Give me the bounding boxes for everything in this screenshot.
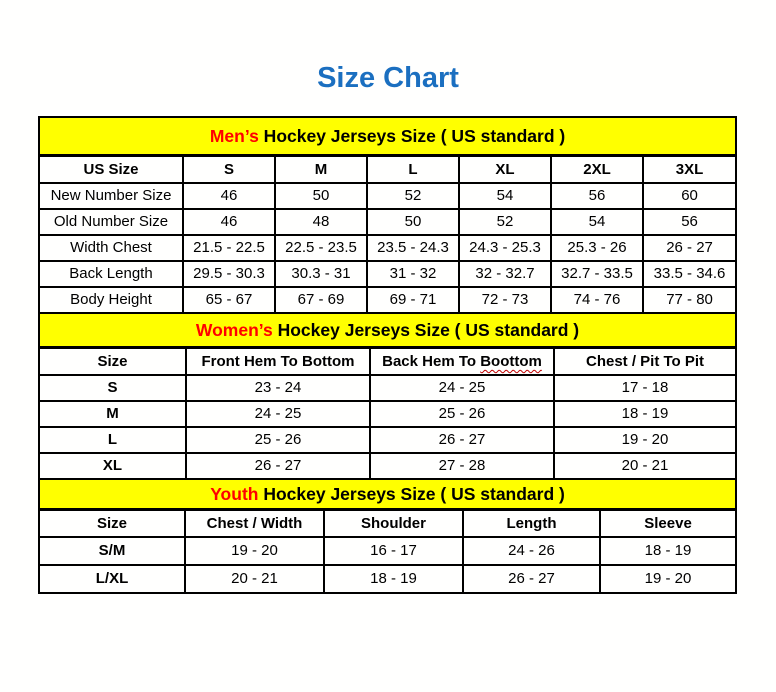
size-value: 25 - 26 [186,427,370,453]
size-value: 20 - 21 [554,453,736,479]
size-value: 24 - 26 [463,537,600,565]
size-value: 18 - 19 [324,565,463,593]
table-row [39,183,736,209]
row-label: XL [39,453,186,479]
size-value: 26 - 27 [370,427,554,453]
row-label: S [39,375,186,401]
column-header: US Size [39,156,183,184]
size-value: 65 - 67 [183,287,275,313]
size-value: 24 - 25 [370,375,554,401]
size-value: 46 [183,183,275,209]
table-row [39,427,736,453]
table-row [39,401,736,427]
womens-banner-highlight: Women’s [195,319,273,340]
table-row [39,537,736,565]
youth-banner [39,479,736,510]
mens-banner-text: Hockey Jerseys Size ( US standard ) [258,125,566,146]
column-header: Length [463,510,600,538]
size-value: 17 - 18 [554,375,736,401]
page-title: Size Chart [317,62,459,94]
size-value: 20 - 21 [185,565,324,593]
size-value: 72 - 73 [459,287,551,313]
size-value: 21.5 - 22.5 [183,235,275,261]
row-label: M [39,401,186,427]
size-value: 33.5 - 34.6 [643,261,736,287]
size-value: 19 - 20 [600,565,736,593]
size-value: 50 [367,209,459,235]
mens-banner-highlight: Men’s [209,125,259,146]
size-value: 25.3 - 26 [551,235,643,261]
column-header-text: Back Hem To [382,352,481,370]
size-value: 18 - 19 [600,537,736,565]
womens-size-table [38,312,737,480]
size-value: 25 - 26 [370,401,554,427]
table-row [39,261,736,287]
size-value: 48 [275,209,367,235]
row-label: L [39,427,186,453]
row-label: S/M [39,537,185,565]
size-value: 77 - 80 [643,287,736,313]
size-value: 24 - 25 [186,401,370,427]
column-header: Chest / Width [185,510,324,538]
size-value: 19 - 20 [185,537,324,565]
column-header: 2XL [551,156,643,184]
row-label: New Number Size [39,183,183,209]
row-label: Width Chest [39,235,183,261]
mens-banner-row [39,117,736,156]
size-value: 27 - 28 [370,453,554,479]
size-value: 32.7 - 33.5 [551,261,643,287]
column-header: XL [459,156,551,184]
size-value: 24.3 - 25.3 [459,235,551,261]
column-header [370,348,554,376]
size-value: 32 - 32.7 [459,261,551,287]
column-header: S [183,156,275,184]
size-value: 52 [367,183,459,209]
row-label: Back Length [39,261,183,287]
youth-banner-text: Hockey Jerseys Size ( US standard ) [258,483,565,504]
misspelled-word: Boottom [480,352,542,370]
size-value: 56 [643,209,736,235]
column-header: Front Hem To Bottom [186,348,370,376]
size-value: 52 [459,209,551,235]
size-value: 50 [275,183,367,209]
table-row [39,235,736,261]
womens-header-row [39,348,736,376]
row-label: L/XL [39,565,185,593]
size-value: 74 - 76 [551,287,643,313]
mens-header-row [39,156,736,184]
column-header: L [367,156,459,184]
youth-banner-highlight: Youth [210,483,259,504]
size-value: 60 [643,183,736,209]
size-value: 18 - 19 [554,401,736,427]
size-value: 26 - 27 [463,565,600,593]
column-header: M [275,156,367,184]
size-value: 26 - 27 [186,453,370,479]
youth-banner-row [39,479,736,510]
column-header: Sleeve [600,510,736,538]
table-row [39,453,736,479]
column-header: Size [39,510,185,538]
womens-banner-text: Hockey Jerseys Size ( US standard ) [272,319,580,340]
size-value: 30.3 - 31 [275,261,367,287]
column-header: Size [39,348,186,376]
column-header: Chest / Pit To Pit [554,348,736,376]
table-row [39,209,736,235]
size-value: 54 [459,183,551,209]
column-header: Shoulder [324,510,463,538]
column-header: 3XL [643,156,736,184]
mens-size-table [38,116,737,314]
womens-banner-row [39,313,736,348]
row-label: Body Height [39,287,183,313]
size-value: 22.5 - 23.5 [275,235,367,261]
table-row [39,375,736,401]
size-value: 67 - 69 [275,287,367,313]
size-value: 56 [551,183,643,209]
youth-header-row [39,510,736,538]
size-value: 26 - 27 [643,235,736,261]
youth-size-table [38,478,737,594]
size-value: 29.5 - 30.3 [183,261,275,287]
table-row [39,565,736,593]
size-value: 46 [183,209,275,235]
size-value: 23 - 24 [186,375,370,401]
size-value: 16 - 17 [324,537,463,565]
size-value: 23.5 - 24.3 [367,235,459,261]
mens-banner [39,117,736,156]
size-chart [38,116,735,594]
table-row [39,287,736,313]
size-value: 31 - 32 [367,261,459,287]
womens-banner [39,313,736,348]
size-value: 69 - 71 [367,287,459,313]
size-value: 19 - 20 [554,427,736,453]
size-value: 54 [551,209,643,235]
row-label: Old Number Size [39,209,183,235]
